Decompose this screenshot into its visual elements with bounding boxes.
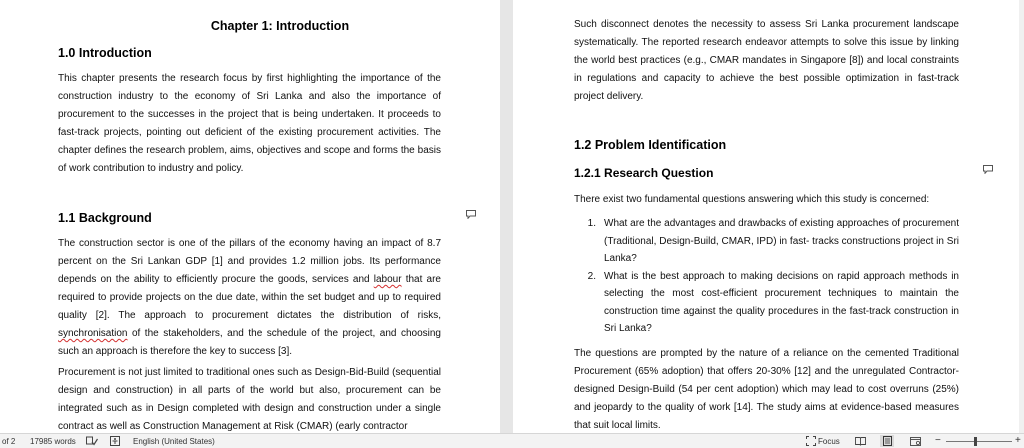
problem-identification-heading: 1.2 Problem Identification xyxy=(574,138,727,152)
document-page-1[interactable] xyxy=(0,0,500,433)
list-item xyxy=(574,215,959,268)
status-bar xyxy=(0,433,1024,448)
text-run: of the stakeholders, and the schedule of the project, and choosing such an approach is therefore the key to success [3]. xyxy=(58,328,441,357)
background-paragraph-1 xyxy=(58,235,441,361)
spelling-flag[interactable]: synchronisation xyxy=(58,328,128,339)
research-question-intro: There exist two fundamental questions answering which this study is concerned: xyxy=(574,194,930,205)
focus-icon[interactable] xyxy=(806,436,816,448)
focus-label[interactable]: Focus xyxy=(818,437,840,446)
language-indicator[interactable]: English (United States) xyxy=(133,437,215,446)
comment-icon[interactable] xyxy=(983,165,993,174)
zoom-slider-track[interactable] xyxy=(946,441,1012,442)
research-question-heading: 1.2.1 Research Question xyxy=(574,166,714,180)
list-number: 2. xyxy=(587,270,596,282)
list-item-text: What is the best approach to making decisions on rapid approach methods in selecting the most cost-efficient procurement techniques to maintain the construction time against the quality procedures in the fast-track construction in Sri Lanka? xyxy=(604,270,959,334)
spelling-flag[interactable]: labour xyxy=(373,274,402,285)
page-count[interactable]: of 2 xyxy=(2,437,16,446)
chapter-title: Chapter 1: Introduction xyxy=(210,19,350,33)
word-count[interactable]: 17985 words xyxy=(30,437,76,446)
text-run: The construction sector is one of the pillars of the economy having an impact of 8.7 percent on the Sri Lankan GDP [1] and provides 1.2 million jobs. Its performance depends on the ability to efficiently procure the goods, services and xyxy=(58,238,441,285)
print-layout-icon[interactable] xyxy=(880,435,894,447)
background-paragraph-2: Procurement is not just limited to traditional ones such as Design-Bid-Build (sequential design and construction) in all parts of the world but also, procurement can be integrated such as in Design completed with design and construction under a single contract as well as Construction Management at Risk (CMAR) (early contractor xyxy=(58,367,441,432)
web-layout-icon[interactable] xyxy=(908,435,922,447)
list-item-text: What are the advantages and drawbacks of existing approaches of procurement (Traditional, Design-Build, CMAR, IPD) in fast- tracks constructions project in Sri Lanka? xyxy=(604,218,959,264)
research-questions-list xyxy=(574,215,959,338)
zoom-in-button[interactable]: + xyxy=(1015,435,1021,446)
background-heading: 1.1 Background xyxy=(58,211,152,225)
read-mode-icon[interactable] xyxy=(853,435,867,447)
zoom-out-button[interactable]: − xyxy=(935,435,941,446)
intro-paragraph: This chapter presents the research focus by first highlighting the importance of the construction industry to the economy of Sri Lanka and also the importance of procurement to the successes in the project that is being undertaken. It proceeds to fast-track projects, pointing out deficient of the existing procurement activities. The chapter defines the research problem, aims, objectives and scope and forms the basis of work contribution to industry and policy. xyxy=(58,73,441,174)
zoom-slider-thumb[interactable] xyxy=(974,437,977,446)
list-item xyxy=(574,268,959,338)
comment-icon[interactable] xyxy=(466,210,476,219)
closing-paragraph: The questions are prompted by the nature of a reliance on the cemented Traditional Procurement (65% adoption) that offers 20-30% [12] and the unregulated Contractor-designed Design-Build (54 per cent adoption) which may lead to cost overruns (25%) and jeopardy to the quality of work [14]. The study aims at evidence-based measures that suit local limits. xyxy=(574,348,959,431)
document-page-2[interactable] xyxy=(513,0,1019,433)
list-number: 1. xyxy=(587,218,596,229)
vertical-scrollbar[interactable] xyxy=(1019,0,1024,433)
accessibility-icon[interactable] xyxy=(110,436,121,448)
intro-heading: 1.0 Introduction xyxy=(58,46,152,60)
disconnect-paragraph: Such disconnect denotes the necessity to assess Sri Lanka procurement landscape systematically. The reported research endeavor attempts to solve this issue by linking the world best practices (e.g., CMAR mandates in Singapore [8]) and local constraints in regulations and capacity to achieve the best possible optimization in fast-track project delivery. xyxy=(574,19,959,102)
proofing-icon[interactable] xyxy=(86,436,98,448)
text-run: that are required to provide projects on the due date, within the set budget and up to required quality [2]. The approach to procurement dictates the distribution of risks, xyxy=(58,274,441,321)
